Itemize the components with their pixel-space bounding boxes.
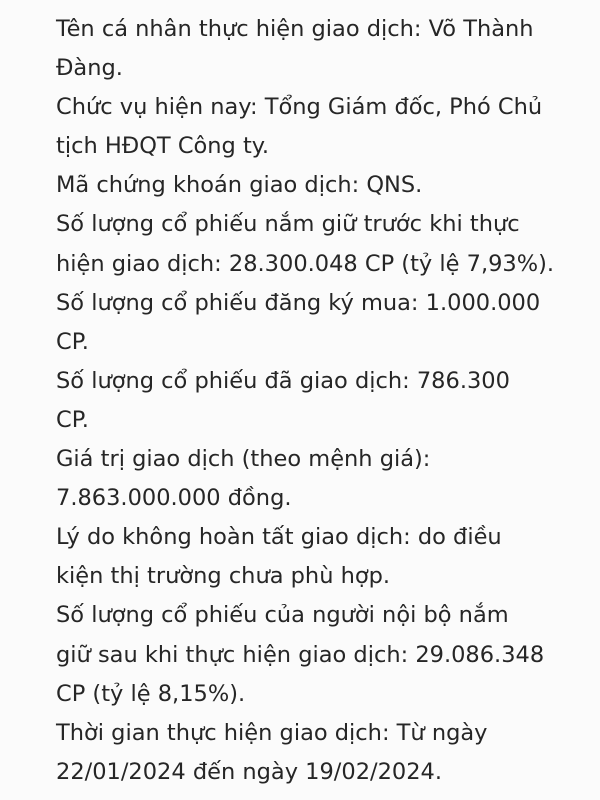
text-line: Lý do không hoàn tất giao dịch: do điều <box>56 524 502 551</box>
text-line: CP (tỷ lệ 8,15%). <box>56 680 246 707</box>
text-line: 7.863.000.000 đồng. <box>56 485 292 512</box>
text-line: 22/01/2024 đến ngày 19/02/2024. <box>56 758 443 785</box>
text-line: giữ sau khi thực hiện giao dịch: 29.086.348 <box>56 641 545 668</box>
text-line: Chức vụ hiện nay: Tổng Giám đốc, Phó Chủ <box>56 94 543 121</box>
text-line: kiện thị trường chưa phù hợp. <box>56 563 391 590</box>
text-line: Mã chứng khoán giao dịch: QNS. <box>56 172 423 199</box>
text-line: hiện giao dịch: 28.300.048 CP (tỷ lệ 7,93%). <box>56 250 555 277</box>
text-line: Giá trị giao dịch (theo mệnh giá): <box>56 446 431 473</box>
text-line: Đàng. <box>56 55 123 82</box>
text-line: Thời gian thực hiện giao dịch: Từ ngày <box>56 719 488 746</box>
text-line: Số lượng cổ phiếu đã giao dịch: 786.300 <box>56 367 510 394</box>
text-line: Số lượng cổ phiếu nắm giữ trước khi thực <box>56 211 520 238</box>
text-line: Số lượng cổ phiếu đăng ký mua: 1.000.000 <box>56 289 541 316</box>
text-line: CP. <box>56 328 89 355</box>
text-line: tịch HĐQT Công ty. <box>56 133 270 160</box>
text-line: Số lượng cổ phiếu của người nội bộ nắm <box>56 602 509 629</box>
text-line: Tên cá nhân thực hiện giao dịch: Võ Thành <box>56 16 534 42</box>
text-line: CP. <box>56 406 89 433</box>
